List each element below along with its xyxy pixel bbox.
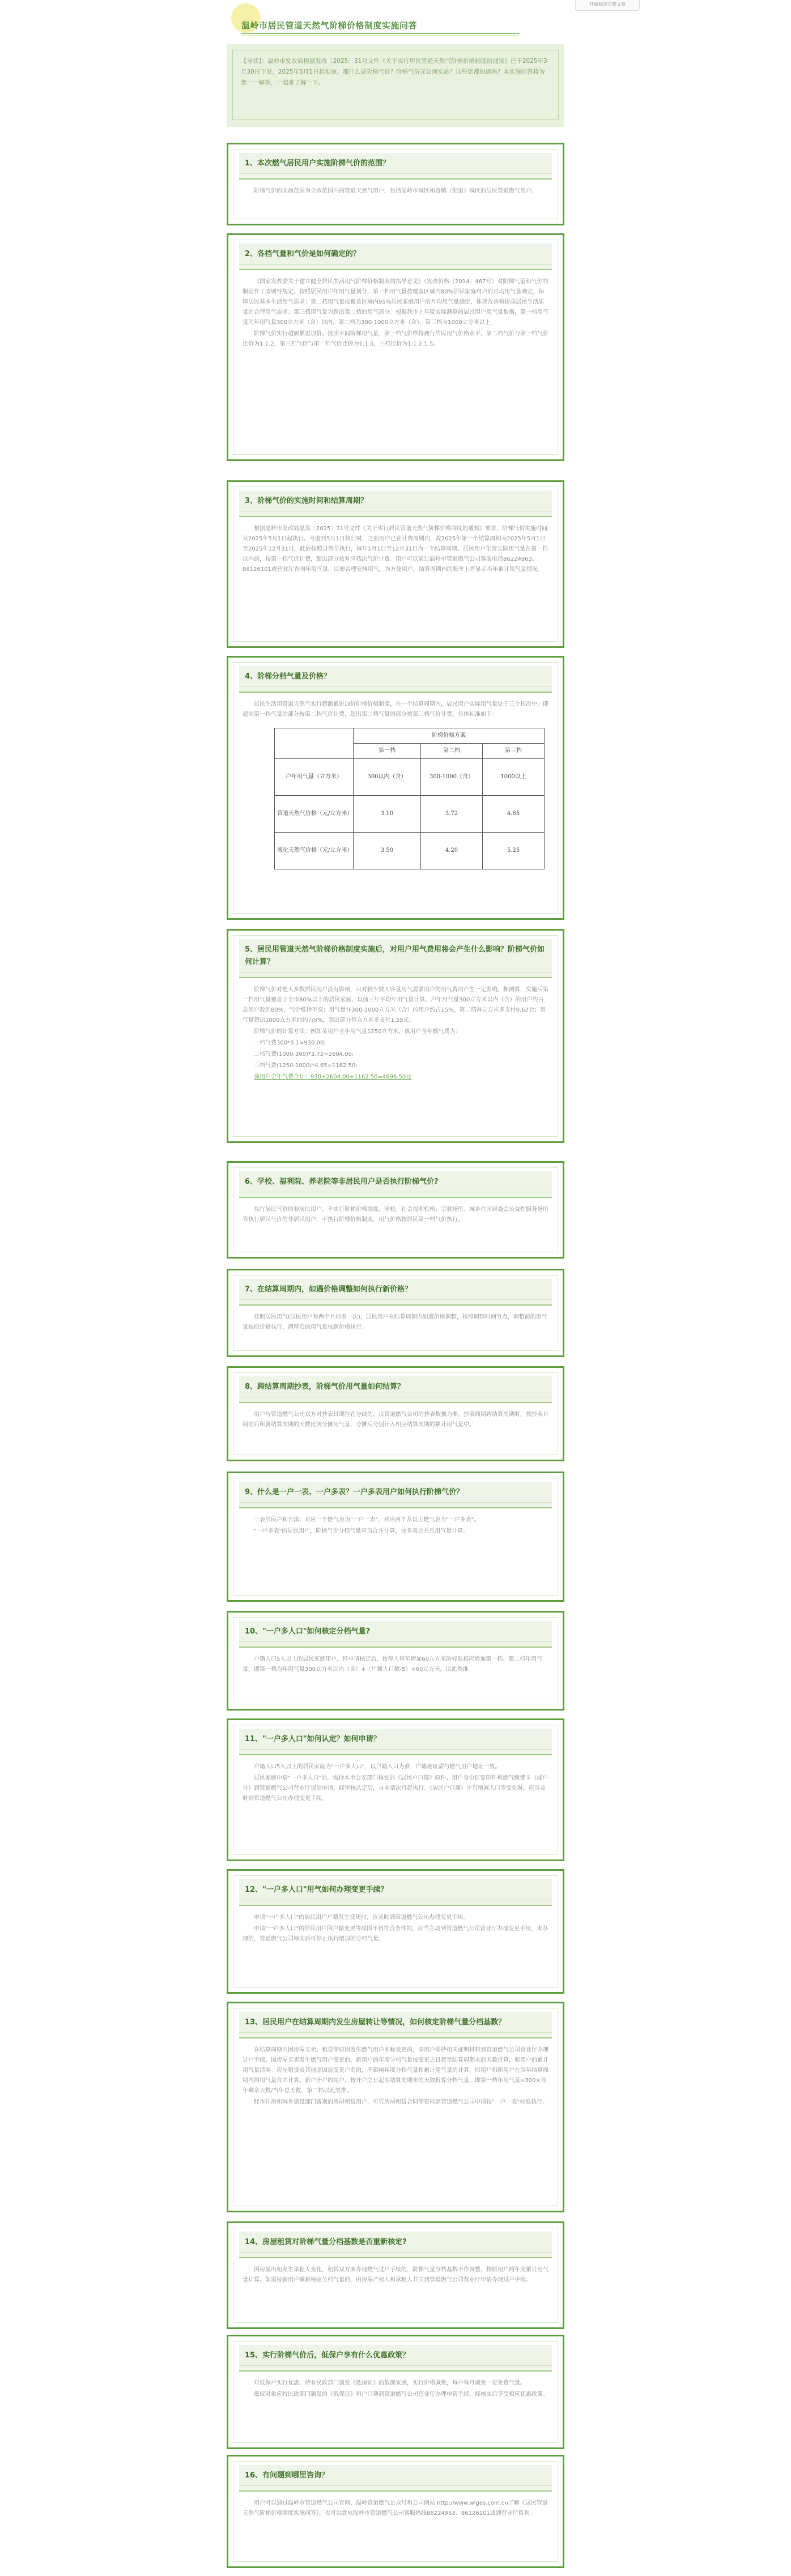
- section-answer: [243, 1654, 548, 1675]
- section-question: 1、本次燃气居民用户实施阶梯气价的范围？: [239, 153, 552, 180]
- section-question: 2、各档气量和气价是如何确定的？: [239, 244, 552, 270]
- section-answer: [243, 1410, 548, 1430]
- answer-paragraph: 阶梯气价的计算方法：例如某用户全年用气量1250立方米，该用户全年燃气费为：: [254, 1029, 461, 1035]
- answer-paragraph: 三档气费(1250-1000)*4.65=1162.50;: [254, 1063, 358, 1069]
- answer-paragraph: 申请"一户多人口"的居民用户户籍发生变更时，应及时到管道燃气公司办理变更手续。: [254, 1914, 469, 1921]
- section-question: 13、居民用户在结算周期内发生房屋转让等情况，如何核定阶梯气量分档基数？: [239, 2012, 552, 2038]
- section-answer: [243, 985, 548, 1082]
- section-card-4: [227, 656, 564, 920]
- section-card-15: [227, 2335, 564, 2449]
- answer-paragraph: "一户多表"的居民用户，阶梯气价分档气量应当合并计算，按多表合并总用气量计算。: [254, 1528, 469, 1534]
- total-fee-line: 该用户全年气费合计：930+2604.00+1162.50=4696.50元: [254, 1074, 412, 1080]
- tier-price-table: [274, 728, 545, 869]
- answer-paragraph: 户籍人口5人以上的居民家庭用户，经申请核定后，按每人每年增加60立方米的标准相应增加第一档、第二档年用气量，即第一档为年用气量300立方米以内（含）+（户籍人口数-5）×60立方米，以此类推。: [243, 1656, 543, 1673]
- section-answer: [243, 1762, 548, 1804]
- page-title: 温岭市居民管道天然气阶梯价格制度实施问答: [241, 20, 418, 31]
- answer-paragraph: 居民生活用管道天然气实行超额累进加价阶梯价格制度，在一个结算周期内，居民用户实际用气量处于三个档次中，即超出第一档气量的部分按第二档气价计费，超出第二档气量的部分按第三档气价计费。具体标准如下：: [243, 701, 548, 718]
- section-question: 14、房屋租赁对阶梯气量分档基数是否重新核定?: [239, 2232, 552, 2258]
- section-answer: [243, 1312, 548, 1333]
- answer-paragraph: 二档气费(1000-300)*3.72=2604.00;: [254, 1051, 354, 1057]
- answer-paragraph: 执行居民气价的非居民用户，不实行阶梯价格制度，学校、社会福利机构、宗教场所、城乡社区居委会公益性服务场所等执行居民气价的非居民用户，不执行阶梯价格制度，用气价格按居民第一档气价执行。: [243, 1206, 548, 1223]
- answer-paragraph: 一档气费300*3.1=930.00;: [254, 1040, 326, 1046]
- answer-paragraph: 在结算周期内因房屋买卖、租赁等原因发生燃气用户名称变更的，原用户需持相关证明材料到管道燃气公司营业厅办理过户手续。因房屋买卖发生燃气用户变更的，新用户的年度分档气量按变更之日起至结算周期末的天数折算，原用户的累计用气量清零。房屋租赁及其他原因需变更户名的，不影响年度分档气量和累计用气量的计算，原用户和新用户在当年结算周期内的用气量合并计算。新户开户的用户，按开户之日起至结算周期末的天数折算分档气量，即第一档年用气量=300×当年剩余天数/当年总天数，第二档以此类推。: [243, 2047, 548, 2094]
- answer-paragraph: 因房屋出租发生承租人变化，租赁双方未办理燃气过户手续的，阶梯气量分档基数不作调整，按原用户的年度累计用气量计算。如需按新用户重新核定分档气量的，由房屋产权人和承租人共同到管道燃气公司营业厅申请办理过户手续。: [243, 2267, 548, 2283]
- answer-paragraph: 对低保户实行优惠，持有民政部门颁发《低保证》的低保家庭，实行价格减免，每户每月减免一定免费气量。: [254, 2380, 526, 2386]
- answer-paragraph: 经市住房和城乡建设部门备案的房屋租赁用户，可凭房屋租赁合同等资料到管道燃气公司申请按"一户一表"标准执行。: [254, 2099, 548, 2105]
- guide-text: 【导读】：温岭市发改局根据发改〔2025〕31号文件《关于实行居民管道天然气阶梯价格制度的通知》已于2025年3月30日下发，2025年5月1日起实施。那什么是阶梯气价？阶梯气价又如何实施？这些您都知道吗？本实施问答将为您一一解答，一起来了解一下。: [232, 50, 559, 120]
- table-cell: 4.20: [421, 833, 483, 869]
- guide-box: [227, 44, 564, 127]
- table-cell: 3.50: [354, 833, 421, 869]
- section-question: 9、什么是一户一表、一户多表？一户多表用户如何执行阶梯气价？: [239, 1482, 552, 1508]
- section-question: 12、"一户多人口"用气如何办理变更手续？: [239, 1879, 552, 1906]
- section-answer: [243, 1205, 548, 1225]
- section-card-9: [227, 1472, 564, 1602]
- section-card-10: [227, 1611, 564, 1711]
- read-full-article-button[interactable]: 开始阅读完整文章: [575, 0, 640, 11]
- answer-paragraph: 用户与管道燃气公司双方对抄表日期存在分歧的，以管道燃气公司的抄表数据为准。抄表周期跨结算周期时，按抄表日期前后所属结算周期的天数比例分摊用气量，分摊后分别计入相应结算周期的累计用气量中。: [243, 1411, 548, 1428]
- section-card-13: [227, 2002, 564, 2212]
- answer-paragraph: 按照居民用气(居民用户每两个月抄表一次)，居民用户在结算周期内如遇价格调整，按照调整时间节点，调整前的用气量按原价格执行，调整后的用气量按新价格执行。: [243, 1314, 547, 1330]
- section-question: 11、"一户多人口"如何认定？如何申请？: [239, 1729, 552, 1755]
- section-answer: [243, 186, 548, 197]
- answer-paragraph: 用户可以通过温岭市管道燃气公司官网、温岭管道燃气公众号和公司网站 http://www.wlgas.com.cn了解《居民管道天然气阶梯价格制度实施问答》，也可以致电温岭市管道燃气公司客服热线86224963、86126101或到营业厅咨询。: [243, 2500, 548, 2517]
- section-card-5: [227, 929, 564, 1143]
- section-card-3: [227, 480, 564, 648]
- section-card-1: [227, 143, 564, 225]
- answer-paragraph: 低保对象应持民政部门颁发的《低保证》和户口簿到管道燃气公司营业厅办理申请手续，经核实后享受相应优惠政策。: [254, 2391, 548, 2398]
- section-card-11: [227, 1718, 564, 1861]
- table-caption: 阶梯价格方案: [354, 728, 545, 744]
- section-question: 3、阶梯气价的实施时间和结算周期？: [239, 491, 552, 517]
- table-header-cell: 第一档: [354, 744, 421, 759]
- table-cell: 1000以上: [483, 759, 545, 796]
- section-answer: [243, 700, 548, 869]
- table-row-label: 管道天然气价格（元/立方米）: [275, 796, 354, 833]
- section-answer: [243, 277, 548, 349]
- section-card-2: [227, 233, 564, 461]
- table-header-cell: 第三档: [483, 744, 545, 759]
- answer-paragraph: 阶梯气价的实施范围为全市范围内的管道天然气用户，包括温岭市城区和各镇（街道）城区的居民管道燃气用户。: [254, 188, 537, 194]
- section-card-14: [227, 2221, 564, 2329]
- answer-paragraph: 户籍人口5人以上的居民家庭为"一户多人口"，以户籍人口为准，户籍地址需与燃气用户地址一致。: [254, 1764, 501, 1770]
- section-question: 15、实行阶梯气价后，低保户享有什么优惠政策？: [239, 2345, 552, 2372]
- table-row-label: 液化天然气价格（元/立方米）: [275, 833, 354, 869]
- section-card-6: [227, 1161, 564, 1259]
- table-row-label: 户年用气量（立方米）: [275, 759, 354, 796]
- section-answer: [243, 1913, 548, 1944]
- section-question: 16、有问题到哪里咨询？: [239, 2465, 552, 2492]
- answer-paragraph: 阶梯气价对绝大多数居民用户没有影响，只对较少数大容量用气需求用户的用气费用产生一定影响。据测算，实施后第一档用气量覆盖了全市80%以上的居民家庭，以前三年平均年用气量计算，户年用气量300立方米以内（含）的用户约占总用户数的80%，气价维持不变；用气量在300-1000立方米（含）的用户约占15%，第二档每立方米多支付0.62元；用气量超出1000立方米的约占5%，超出部分每立方米多支付1.55元。: [243, 987, 548, 1023]
- title-underline: [241, 33, 519, 34]
- answer-paragraph: 根据温岭市发改局温发〔2025〕31号文件《关于实行居民管道天然气阶梯价格制度的通知》要求，阶梯气价实施时间从2025年5月1日起执行。考虑到5月1日执行时，之前用户已在计费周期内，故2025年第一个结算周期为2025年5月1日至2025年12月31日，此后按照自然年执行，每年1月1日至12月31日为一个结算周期。居民用户年度实际用气量在第一档以内的，按第一档气价计费，超出部分按对应档次气价计费。用户可以通过温岭市管道燃气公司客服电话86224963、86126101或营业厅查询年用气量，以便合理安排用气。为方便用户，结算周期内的账单上将显示当年累计用气量情况。: [243, 526, 548, 573]
- section-answer: [243, 1515, 548, 1537]
- section-question: 4、阶梯分档气量及价格？: [239, 666, 552, 693]
- section-answer: [243, 2265, 548, 2285]
- answer-paragraph: 《国家发改委关于建立健全居民生活用气阶梯价格制度的指导意见》（发改价格〔2014〕467号）对阶梯气量和气价的制定作了原则性规定，按照居民用户年用气量划分，第一档用气量按覆盖区域内80%居民家庭用户的月均用气量确定，保障居民基本生活用气需求；第二档用气量按覆盖区域内95%居民家庭用户的月均用气量确定，体现改善和提高居民生活质量的合理用气需求；第三档用气量为超出第二档的用气部分。根据我市上年度实际测算的居民用户用气量数据，第一档用气量为年用气量300立方米（含）以内，第二档为300-1000立方米（含），第三档为1000立方米以上。: [243, 279, 548, 326]
- table-header-cell: 第二档: [421, 744, 483, 759]
- section-answer: [243, 2378, 548, 2400]
- answer-paragraph: 居民家庭申请"一户多人口"的，需持本市公安部门核发的《居民户口簿》原件、用户身份证复印件和燃气缴费卡（或户号）到管道燃气公司营业厅提出申请，经审核认定后，自申请次月起执行。《居民户口簿》中有增减人口等变化时，应当及时到管道燃气公司办理变更手续。: [243, 1775, 548, 1802]
- section-question: 8、跨结算周期抄表，阶梯气价用气量如何结算？: [239, 1376, 552, 1403]
- section-card-16: [227, 2455, 564, 2568]
- section-answer: [243, 2498, 548, 2519]
- section-card-7: [227, 1269, 564, 1357]
- table-cell: 4.65: [483, 796, 545, 833]
- answer-paragraph: 阶梯气价实行超额累进加价。按照不同阶梯用气量，第一档气价维持现行居民用气价格水平，第二档气价与第一档气价比价为1:1.2，第三档气价与第一档气价比价为1:1.5，三档比价为1:1.2:1.5。: [243, 331, 548, 347]
- section-question: 7、在结算周期内，如遇价格调整如何执行新价格？: [239, 1279, 552, 1306]
- answer-paragraph: 一表居民户和公寓：对应一个燃气表为"一户一表"，对应两个及以上燃气表为"一户多表"。: [254, 1517, 480, 1523]
- table-cell: 300-1000（含）: [421, 759, 483, 796]
- table-cell: 3.10: [354, 796, 421, 833]
- section-answer: [243, 2045, 548, 2108]
- section-card-8: [227, 1366, 564, 1461]
- answer-paragraph: 申请"一户多人口"的居民用户因户籍变更等原因不再符合条件的，应当主动到管道燃气公司营业厅办理变更手续，未办理的，管道燃气公司核实后可停止执行增加的分档气量。: [243, 1926, 548, 1942]
- table-cell: 300以内（含）: [354, 759, 421, 796]
- section-answer: [243, 524, 548, 575]
- page-header: [227, 0, 564, 41]
- section-question: 10、"一户多人口"如何核定分档气量?: [239, 1621, 552, 1648]
- title-underline-thin: [241, 35, 519, 36]
- section-question: 5、居民用管道天然气阶梯价格制度实施后，对用户用气费用将会产生什么影响？阶梯气价如何计算？: [239, 939, 552, 978]
- table-cell: 3.72: [421, 796, 483, 833]
- section-card-12: [227, 1869, 564, 1994]
- table-cell: 5.25: [483, 833, 545, 869]
- section-question: 6、学校、福利院、养老院等非居民用户是否执行阶梯气价?: [239, 1171, 552, 1198]
